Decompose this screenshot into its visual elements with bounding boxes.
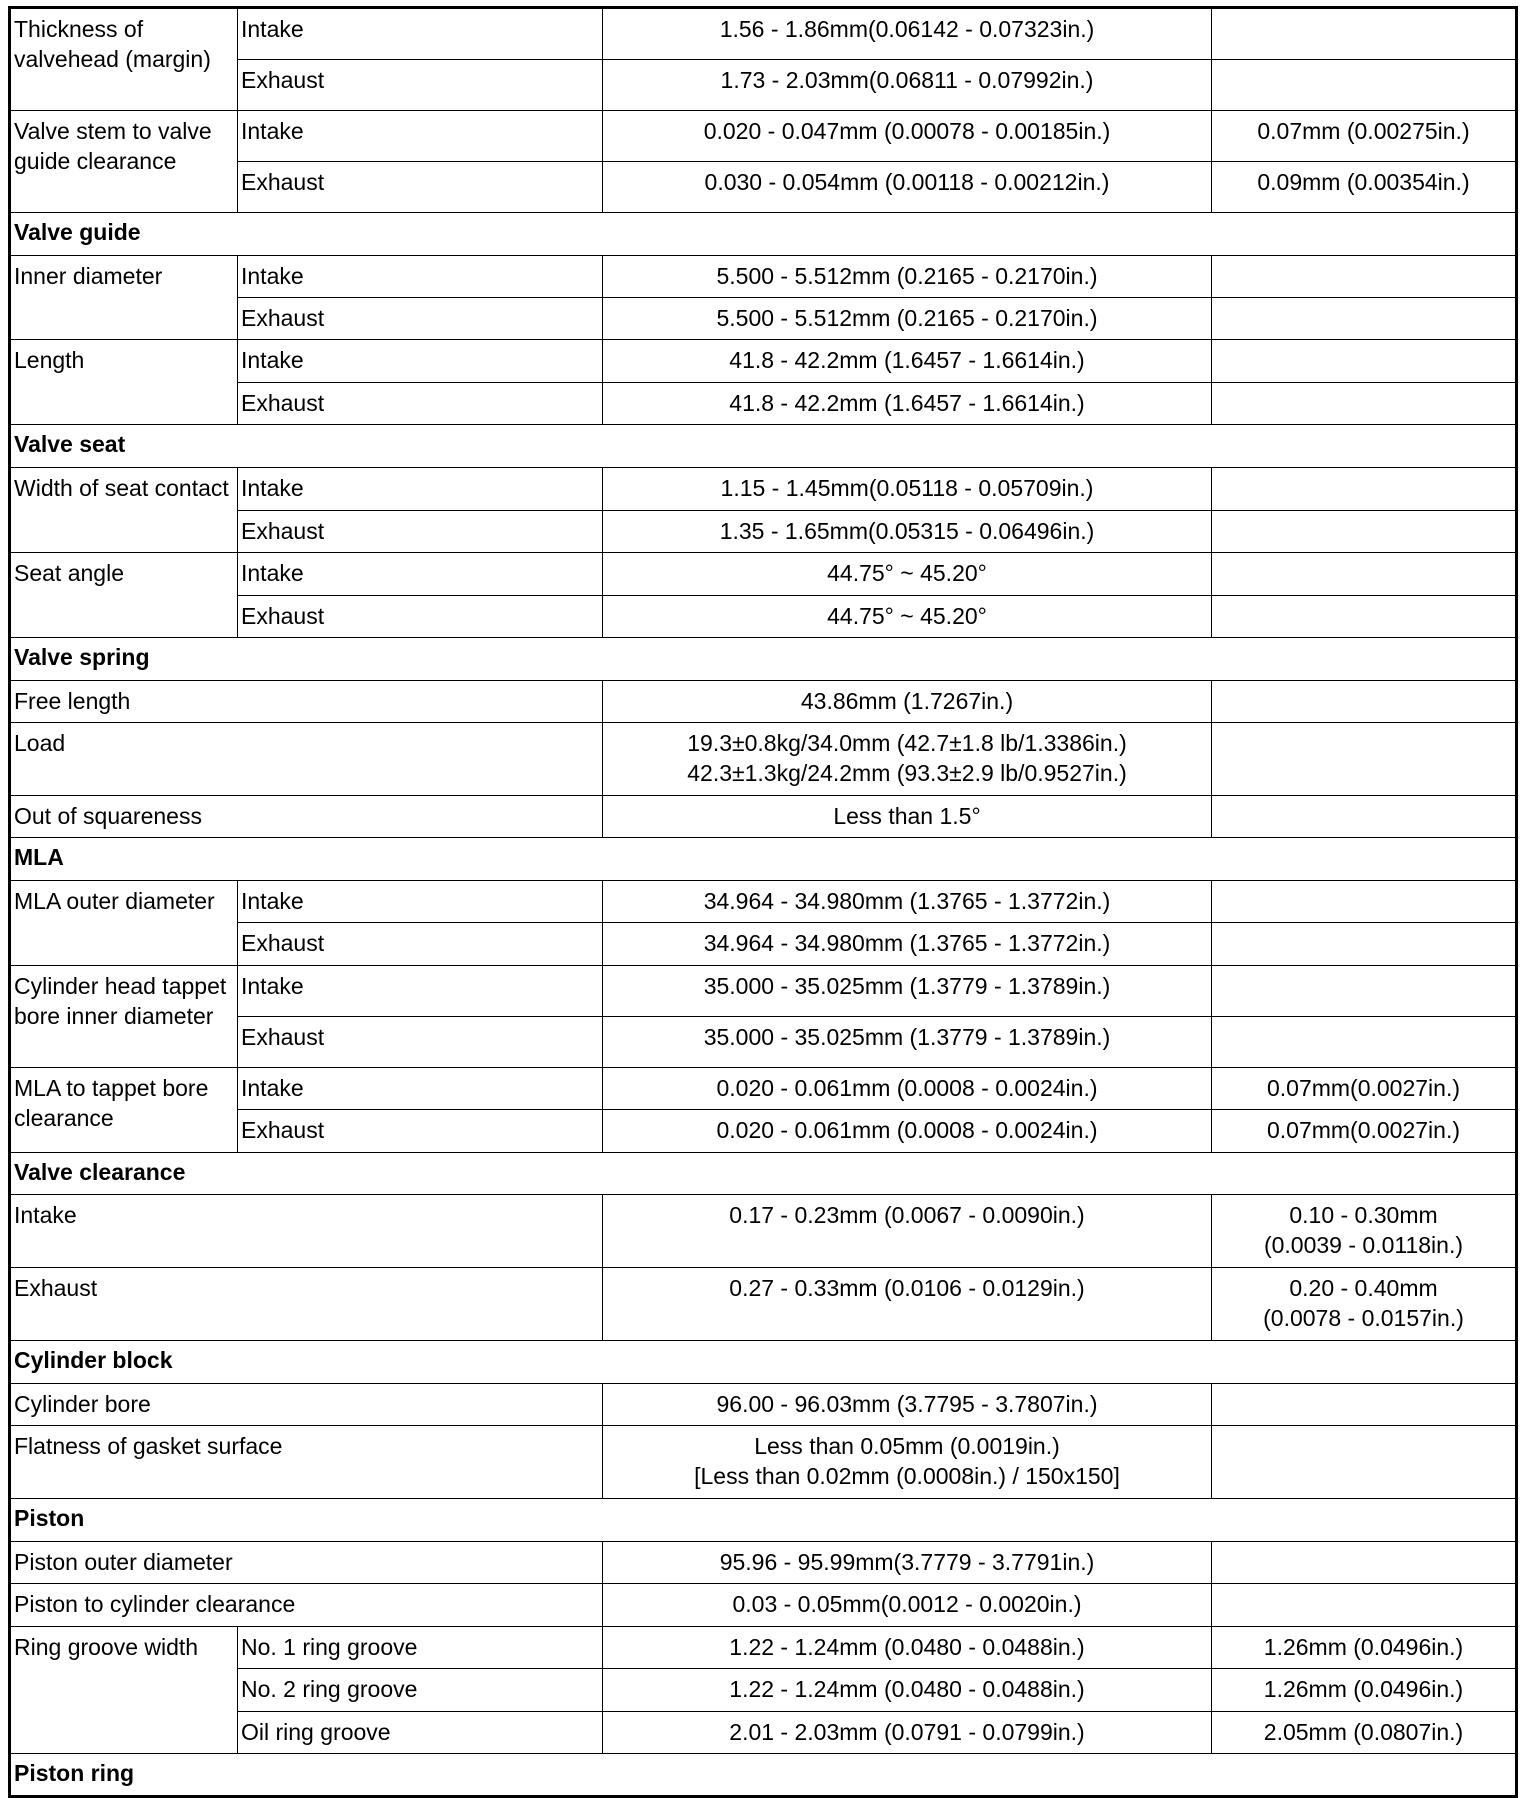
table-cell: Width of seat contact <box>10 468 238 553</box>
table-cell: Ring groove width <box>10 1627 238 1754</box>
table-cell: 0.17 - 0.23mm (0.0067 - 0.0090in.) <box>603 1195 1212 1268</box>
table-cell: Exhaust <box>238 1110 603 1153</box>
table-cell: Cylinder head tappet bore inner diameter <box>10 966 238 1068</box>
table-cell: 2.01 - 2.03mm (0.0791 - 0.0799in.) <box>603 1712 1212 1754</box>
table-cell <box>1212 8 1517 60</box>
table-row <box>10 256 1517 298</box>
table-cell: Exhaust <box>238 383 603 425</box>
table-cell <box>1212 298 1517 340</box>
table-cell: Cylinder bore <box>10 1384 603 1426</box>
section-heading: Valve spring <box>10 638 1517 681</box>
table-cell <box>1212 1584 1517 1627</box>
table-cell: 34.964 - 34.980mm (1.3765 - 1.3772in.) <box>603 881 1212 923</box>
table-row <box>10 1542 1517 1584</box>
table-cell: 19.3±0.8kg/34.0mm (42.7±1.8 lb/1.3386in.) 42.3±1.3kg/24.2mm (93.3±2.9 lb/0.9527in.) <box>603 723 1212 796</box>
table-row <box>10 340 1517 383</box>
table-cell: 1.56 - 1.86mm(0.06142 - 0.07323in.) <box>603 8 1212 60</box>
table-cell: 44.75° ~ 45.20° <box>603 596 1212 638</box>
table-row <box>10 111 1517 162</box>
table-cell: Intake <box>238 8 603 60</box>
table-cell: 0.27 - 0.33mm (0.0106 - 0.0129in.) <box>603 1268 1212 1341</box>
table-cell <box>1212 383 1517 425</box>
section-heading: Piston ring <box>10 1754 1517 1797</box>
table-cell: 41.8 - 42.2mm (1.6457 - 1.6614in.) <box>603 383 1212 425</box>
table-cell: 0.03 - 0.05mm(0.0012 - 0.0020in.) <box>603 1584 1212 1627</box>
table-cell <box>1212 256 1517 298</box>
table-cell: Intake <box>10 1195 603 1268</box>
section-row <box>10 1499 1517 1542</box>
table-cell: 1.15 - 1.45mm(0.05118 - 0.05709in.) <box>603 468 1212 511</box>
table-cell: Less than 1.5° <box>603 796 1212 838</box>
table-cell: Exhaust <box>238 596 603 638</box>
table-cell: Less than 0.05mm (0.0019in.) [Less than 0.02mm (0.0008in.) / 150x150] <box>603 1426 1212 1499</box>
section-heading: MLA <box>10 838 1517 881</box>
table-cell: Intake <box>238 256 603 298</box>
section-heading: Cylinder block <box>10 1341 1517 1384</box>
table-cell: No. 1 ring groove <box>238 1627 603 1669</box>
table-cell <box>1212 796 1517 838</box>
table-cell <box>1212 1426 1517 1499</box>
table-cell: Exhaust <box>238 511 603 553</box>
table-cell: Exhaust <box>238 1017 603 1068</box>
table-cell: 1.22 - 1.24mm (0.0480 - 0.0488in.) <box>603 1627 1212 1669</box>
table-cell: 96.00 - 96.03mm (3.7795 - 3.7807in.) <box>603 1384 1212 1426</box>
table-cell <box>1212 881 1517 923</box>
table-cell: Piston outer diameter <box>10 1542 603 1584</box>
table-row <box>10 796 1517 838</box>
table-cell: Intake <box>238 881 603 923</box>
table-cell: 41.8 - 42.2mm (1.6457 - 1.6614in.) <box>603 340 1212 383</box>
table-cell: 43.86mm (1.7267in.) <box>603 681 1212 723</box>
table-cell: 0.020 - 0.061mm (0.0008 - 0.0024in.) <box>603 1110 1212 1153</box>
table-cell: Intake <box>238 468 603 511</box>
table-row <box>10 1584 1517 1627</box>
section-row <box>10 638 1517 681</box>
table-row <box>10 553 1517 596</box>
table-cell: Piston to cylinder clearance <box>10 1584 603 1627</box>
table-cell: Intake <box>238 966 603 1017</box>
section-heading: Valve clearance <box>10 1153 1517 1195</box>
table-cell <box>1212 966 1517 1017</box>
table-cell: Exhaust <box>10 1268 603 1341</box>
table-cell: 0.10 - 0.30mm (0.0039 - 0.0118in.) <box>1212 1195 1517 1268</box>
table-cell <box>1212 1384 1517 1426</box>
table-cell: 1.73 - 2.03mm(0.06811 - 0.07992in.) <box>603 60 1212 111</box>
table-cell: Thickness of valvehead (margin) <box>10 8 238 111</box>
table-cell: Out of squareness <box>10 796 603 838</box>
table-row <box>10 1195 1517 1268</box>
table-cell: 0.020 - 0.061mm (0.0008 - 0.0024in.) <box>603 1068 1212 1110</box>
table-row <box>10 468 1517 511</box>
table-row <box>10 1068 1517 1110</box>
table-cell: Valve stem to valve guide clearance <box>10 111 238 213</box>
spec-table-body <box>10 8 1517 1797</box>
table-cell <box>1212 1017 1517 1068</box>
section-heading: Valve seat <box>10 425 1517 468</box>
section-row <box>10 1153 1517 1195</box>
table-cell: Intake <box>238 340 603 383</box>
table-cell: Intake <box>238 553 603 596</box>
table-cell: 0.07mm(0.0027in.) <box>1212 1110 1517 1153</box>
table-row <box>10 1268 1517 1341</box>
table-cell: 1.22 - 1.24mm (0.0480 - 0.0488in.) <box>603 1669 1212 1712</box>
table-cell: Load <box>10 723 603 796</box>
table-cell: 35.000 - 35.025mm (1.3779 - 1.3789in.) <box>603 966 1212 1017</box>
table-cell: 0.030 - 0.054mm (0.00118 - 0.00212in.) <box>603 162 1212 213</box>
table-cell: Exhaust <box>238 298 603 340</box>
table-cell: Oil ring groove <box>238 1712 603 1754</box>
table-cell: Length <box>10 340 238 425</box>
table-cell: 2.05mm (0.0807in.) <box>1212 1712 1517 1754</box>
table-row <box>10 1384 1517 1426</box>
table-cell <box>1212 60 1517 111</box>
section-row <box>10 425 1517 468</box>
section-heading: Piston <box>10 1499 1517 1542</box>
table-cell: 95.96 - 95.99mm(3.7779 - 3.7791in.) <box>603 1542 1212 1584</box>
table-cell: Inner diameter <box>10 256 238 340</box>
table-cell: 1.35 - 1.65mm(0.05315 - 0.06496in.) <box>603 511 1212 553</box>
table-row <box>10 966 1517 1017</box>
table-cell: Seat angle <box>10 553 238 638</box>
table-cell: Intake <box>238 1068 603 1110</box>
table-cell: 0.07mm (0.00275in.) <box>1212 111 1517 162</box>
table-cell: 1.26mm (0.0496in.) <box>1212 1669 1517 1712</box>
table-cell: Flatness of gasket surface <box>10 1426 603 1499</box>
table-cell: Intake <box>238 111 603 162</box>
table-cell: Exhaust <box>238 923 603 966</box>
table-cell: 34.964 - 34.980mm (1.3765 - 1.3772in.) <box>603 923 1212 966</box>
table-cell <box>1212 681 1517 723</box>
table-cell: 5.500 - 5.512mm (0.2165 - 0.2170in.) <box>603 298 1212 340</box>
table-cell <box>1212 923 1517 966</box>
table-row <box>10 681 1517 723</box>
table-cell <box>1212 596 1517 638</box>
table-row <box>10 723 1517 796</box>
table-cell: MLA outer diameter <box>10 881 238 966</box>
table-cell <box>1212 468 1517 511</box>
table-cell <box>1212 553 1517 596</box>
table-cell: 0.20 - 0.40mm (0.0078 - 0.0157in.) <box>1212 1268 1517 1341</box>
table-cell <box>1212 723 1517 796</box>
table-row <box>10 1426 1517 1499</box>
table-cell: 44.75° ~ 45.20° <box>603 553 1212 596</box>
section-row <box>10 213 1517 256</box>
table-cell: 0.07mm(0.0027in.) <box>1212 1068 1517 1110</box>
section-row <box>10 1341 1517 1384</box>
section-row <box>10 1754 1517 1797</box>
table-cell: No. 2 ring groove <box>238 1669 603 1712</box>
spec-table <box>8 6 1518 1798</box>
table-cell: Exhaust <box>238 162 603 213</box>
table-cell <box>1212 1542 1517 1584</box>
table-cell: Exhaust <box>238 60 603 111</box>
table-cell: 5.500 - 5.512mm (0.2165 - 0.2170in.) <box>603 256 1212 298</box>
section-row <box>10 838 1517 881</box>
table-cell: 0.09mm (0.00354in.) <box>1212 162 1517 213</box>
table-cell: MLA to tappet bore clearance <box>10 1068 238 1153</box>
table-row <box>10 881 1517 923</box>
section-heading: Valve guide <box>10 213 1517 256</box>
table-cell: 1.26mm (0.0496in.) <box>1212 1627 1517 1669</box>
table-cell: 35.000 - 35.025mm (1.3779 - 1.3789in.) <box>603 1017 1212 1068</box>
table-cell <box>1212 511 1517 553</box>
table-cell <box>1212 340 1517 383</box>
table-cell: Free length <box>10 681 603 723</box>
table-cell: 0.020 - 0.047mm (0.00078 - 0.00185in.) <box>603 111 1212 162</box>
table-row <box>10 1627 1517 1669</box>
table-row <box>10 8 1517 60</box>
